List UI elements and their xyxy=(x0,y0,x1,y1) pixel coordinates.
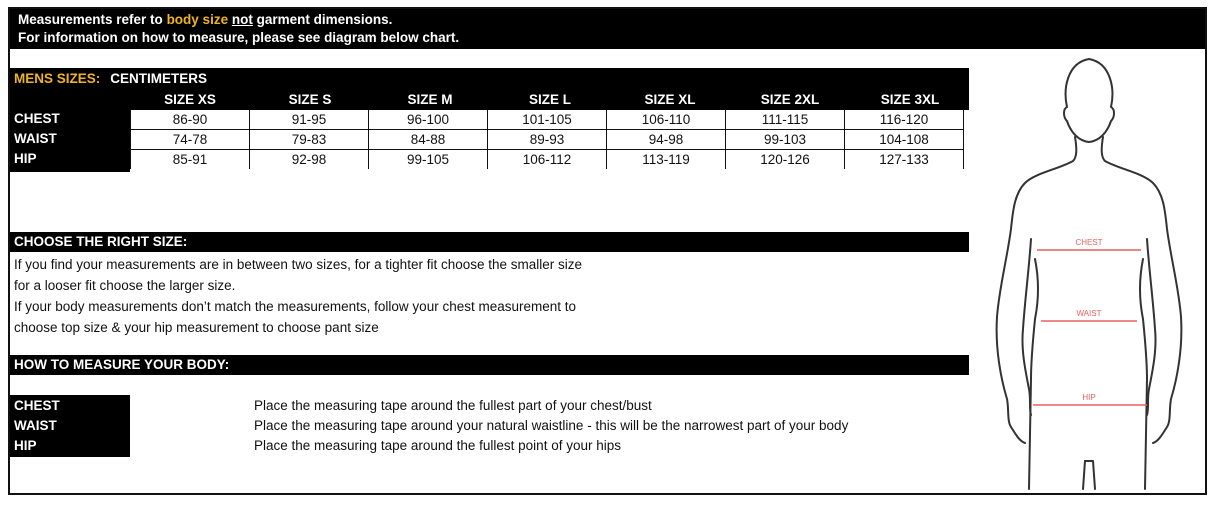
table-cell: 89-93 xyxy=(488,130,607,150)
column-header: SIZE XS xyxy=(164,92,216,107)
unit-label: CENTIMETERS xyxy=(110,71,208,86)
table-cell: 116-120 xyxy=(845,110,964,130)
measure-desc-waist: Place the measuring tape around your natural waistline - this will be the narrowest part of your body xyxy=(254,418,849,433)
table-cell: 74-78 xyxy=(131,130,250,150)
table-cell: 91-95 xyxy=(250,110,369,130)
choose-size-line: If you find your measurements are in between two sizes, for a tighter fit choose the smaller size xyxy=(14,257,583,272)
table-cell: 94-98 xyxy=(607,130,726,150)
table-cell: 85-91 xyxy=(131,150,250,170)
measure-desc-chest: Place the measuring tape around the fullest part of your chest/bust xyxy=(254,398,652,413)
notice-line-1: Measurements refer to body size not garment dimensions. xyxy=(18,12,393,27)
choose-size-line: choose top size & your hip measurement to choose pant size xyxy=(14,320,379,335)
choose-size-heading: CHOOSE THE RIGHT SIZE: xyxy=(10,232,969,252)
table-cell: 96-100 xyxy=(369,110,488,130)
table-row xyxy=(131,130,964,150)
choose-size-line: If your body measurements don’t match the measurements, follow your chest measurement to xyxy=(14,299,577,314)
table-cell: 104-108 xyxy=(845,130,964,150)
table-row xyxy=(131,110,964,130)
table-cell: 106-112 xyxy=(488,150,607,170)
table-cell: 99-105 xyxy=(369,150,488,170)
table-cell: 127-133 xyxy=(845,150,964,170)
table-cell: 113-119 xyxy=(607,150,726,170)
row-label-chest: CHEST xyxy=(14,111,60,126)
body-outline-icon xyxy=(985,49,1205,495)
table-cell: 106-110 xyxy=(607,110,726,130)
column-header: SIZE L xyxy=(528,92,571,107)
row-label-hip: HIP xyxy=(14,151,37,166)
body-size-highlight: body size xyxy=(166,12,229,27)
body-diagram xyxy=(985,49,1205,495)
row-labels xyxy=(10,110,130,172)
table-cell: 99-103 xyxy=(726,130,845,150)
size-table xyxy=(130,110,964,169)
table-cell: 79-83 xyxy=(250,130,369,150)
column-header: SIZE 3XL xyxy=(880,92,940,107)
measure-label-hip: HIP xyxy=(14,438,37,453)
column-header: SIZE M xyxy=(407,92,453,107)
column-header: SIZE 2XL xyxy=(760,92,820,107)
how-to-measure-heading: HOW TO MEASURE YOUR BODY: xyxy=(10,355,969,375)
measure-desc-hip: Place the measuring tape around the fullest point of your hips xyxy=(254,438,621,453)
measure-labels xyxy=(10,395,130,457)
size-chart-header xyxy=(10,68,969,110)
diagram-label-chest: CHEST xyxy=(1075,238,1103,247)
column-header: SIZE XL xyxy=(644,92,696,107)
size-chart-title: MENS SIZES: CENTIMETERS xyxy=(14,71,208,86)
measure-label-waist: WAIST xyxy=(14,418,57,433)
diagram-label-hip: HIP xyxy=(1082,393,1096,402)
measure-label-chest: CHEST xyxy=(14,398,60,413)
choose-size-line: for a looser fit choose the larger size. xyxy=(14,278,236,293)
not-underlined: not xyxy=(231,12,253,27)
notice-banner xyxy=(10,9,1205,49)
table-cell: 84-88 xyxy=(369,130,488,150)
table-cell: 111-115 xyxy=(726,110,845,130)
table-cell: 120-126 xyxy=(726,150,845,170)
notice-line-2: For information on how to measure, please see diagram below chart. xyxy=(18,30,460,45)
table-cell: 92-98 xyxy=(250,150,369,170)
table-cell: 86-90 xyxy=(131,110,250,130)
row-label-waist: WAIST xyxy=(14,131,57,146)
size-chart-frame xyxy=(8,7,1207,495)
column-header: SIZE S xyxy=(288,92,332,107)
table-row xyxy=(131,150,964,170)
table-cell: 101-105 xyxy=(488,110,607,130)
diagram-label-waist: WAIST xyxy=(1076,309,1102,318)
